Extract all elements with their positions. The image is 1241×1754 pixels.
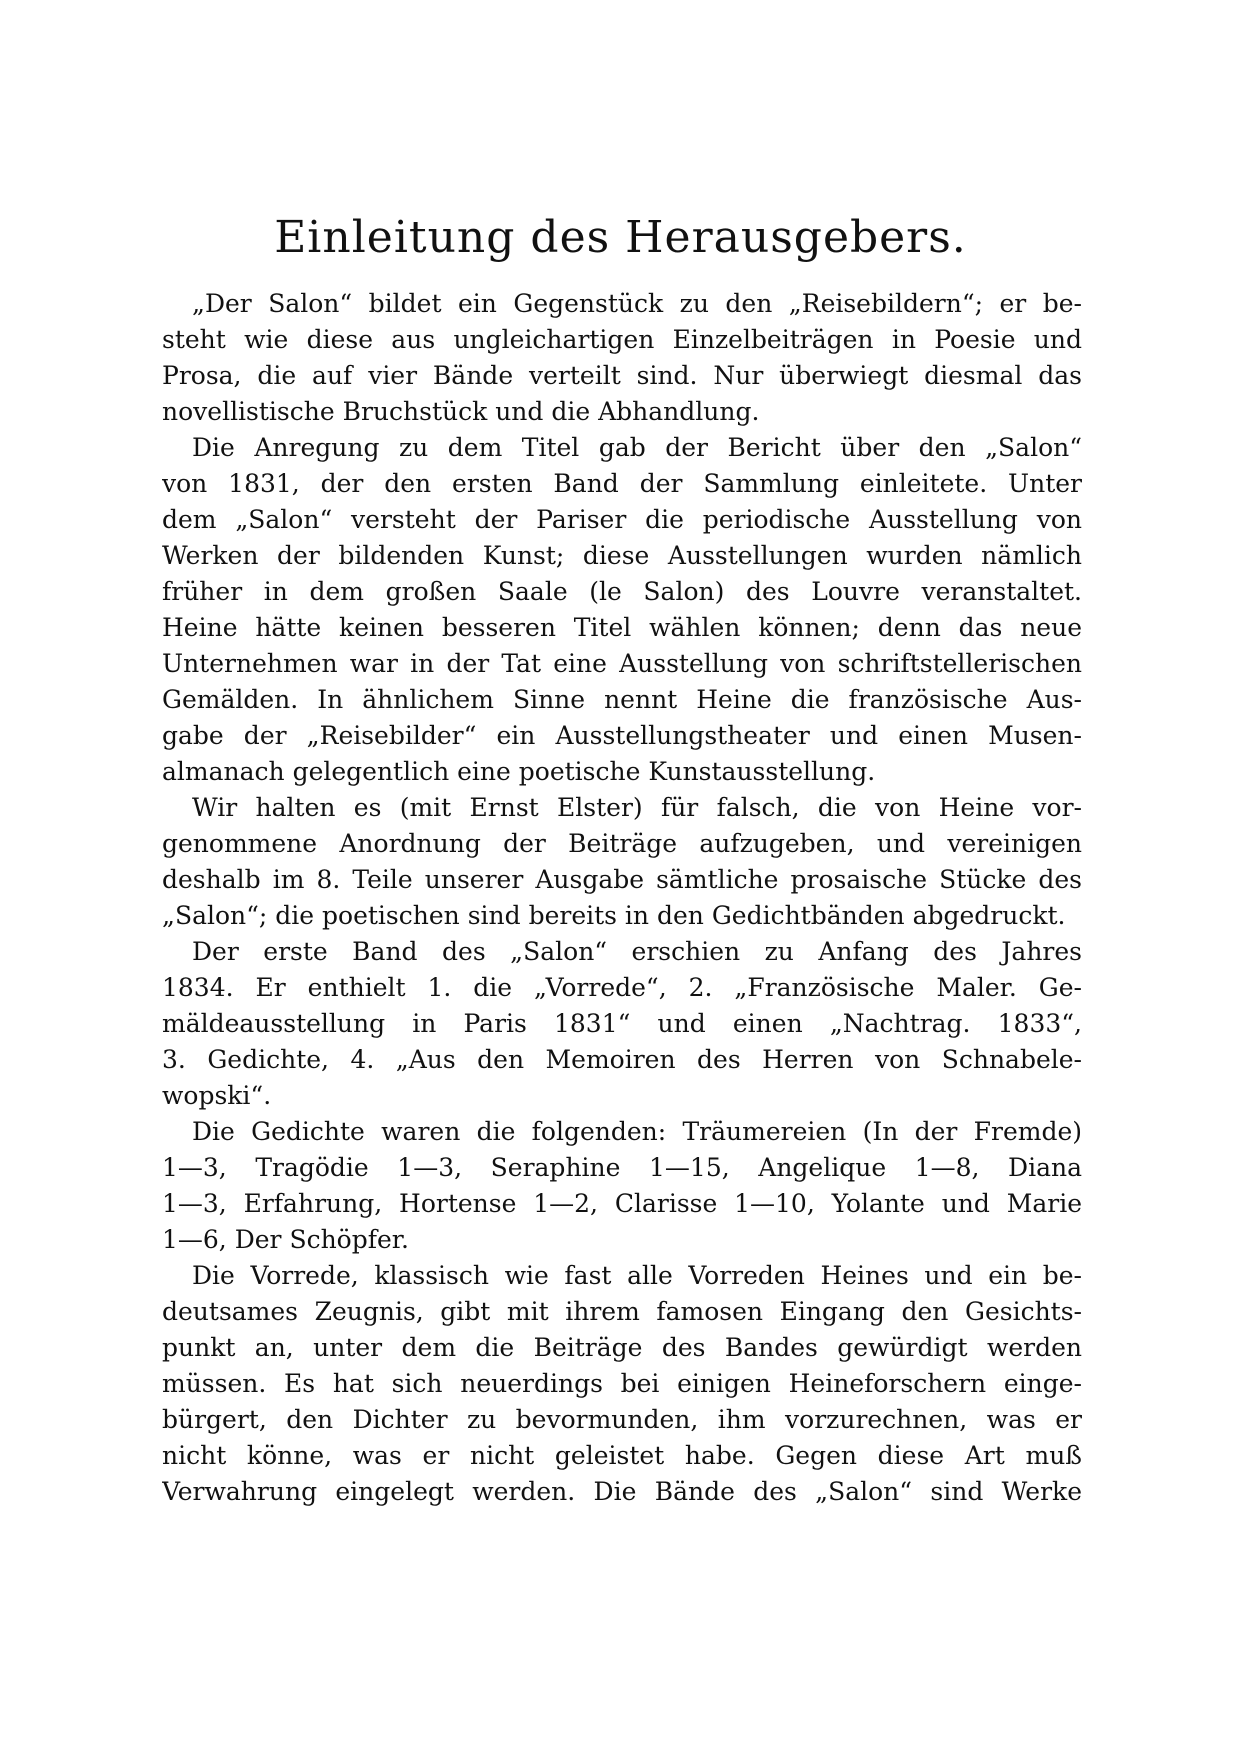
page-title: Einleitung des Herausgebers.	[274, 212, 967, 263]
text-line: Der erste Band des „Salon“ erschien zu Anfang des Jahres	[192, 937, 1082, 966]
text-line: 3. Gedichte, 4. „Aus den Memoiren des Herren von Schnabele-	[162, 1045, 1082, 1074]
text-line: 1834. Er enthielt 1. die „Vorrede“, 2. „Französische Maler. Ge-	[162, 973, 1082, 1002]
text-line: steht wie diese aus ungleichartigen Einzelbeiträgen in Poesie und	[162, 325, 1082, 354]
text-line: bürgert, den Dichter zu bevormunden, ihm vorzurechnen, was er	[162, 1405, 1082, 1434]
text-line: deutsames Zeugnis, gibt mit ihrem famosen Eingang den Gesichts-	[162, 1297, 1082, 1326]
text-line: müssen. Es hat sich neuerdings bei einigen Heineforschern einge-	[162, 1369, 1082, 1398]
body-text	[162, 286, 1082, 1510]
text-line: Verwahrung eingelegt werden. Die Bände des „Salon“ sind Werke	[162, 1477, 1082, 1506]
text-line: Heine hätte keinen besseren Titel wählen können; denn das neue	[162, 613, 1082, 642]
paragraph-4	[162, 934, 1082, 1114]
text-line: punkt an, unter dem die Beiträge des Bandes gewürdigt werden	[162, 1333, 1082, 1362]
text-line: Die Gedichte waren die folgenden: Träumereien (In der Fremde)	[192, 1117, 1082, 1146]
text-line: Wir halten es (mit Ernst Elster) für falsch, die von Heine vor-	[192, 793, 1082, 822]
text-line: von 1831, der den ersten Band der Sammlung einleitete. Unter	[162, 469, 1082, 498]
paragraph-3	[162, 790, 1082, 934]
text-line: Prosa, die auf vier Bände verteilt sind. Nur überwiegt diesmal das	[162, 361, 1082, 390]
paragraph-1	[162, 286, 1082, 430]
text-line: wopski“.	[162, 1081, 272, 1110]
text-line: „Der Salon“ bildet ein Gegenstück zu den „Reisebildern“; er be-	[192, 289, 1082, 318]
text-line: 1—3, Erfahrung, Hortense 1—2, Clarisse 1—10, Yolante und Marie	[162, 1189, 1082, 1218]
text-line: Die Vorrede, klassisch wie fast alle Vorreden Heines und ein be-	[192, 1261, 1082, 1290]
text-line: 1—6, Der Schöpfer.	[162, 1225, 409, 1254]
text-line: dem „Salon“ versteht der Pariser die periodische Ausstellung von	[162, 505, 1082, 534]
text-line: 1—3, Tragödie 1—3, Seraphine 1—15, Angelique 1—8, Diana	[162, 1153, 1082, 1182]
text-line: novellistische Bruchstück und die Abhandlung.	[162, 397, 760, 426]
text-line: Werken der bildenden Kunst; diese Ausstellungen wurden nämlich	[162, 541, 1082, 570]
text-line: Unternehmen war in der Tat eine Ausstellung von schriftstellerischen	[162, 649, 1082, 678]
text-line: Gemälden. In ähnlichem Sinne nennt Heine die französische Aus-	[162, 685, 1082, 714]
text-line: almanach gelegentlich eine poetische Kunstausstellung.	[162, 757, 876, 786]
text-line: mäldeausstellung in Paris 1831“ und einen „Nachtrag. 1833“,	[162, 1009, 1082, 1038]
text-line: nicht könne, was er nicht geleistet habe. Gegen diese Art muß	[162, 1441, 1082, 1470]
text-line: Die Anregung zu dem Titel gab der Bericht über den „Salon“	[192, 433, 1082, 462]
text-line: „Salon“; die poetischen sind bereits in den Gedichtbänden abgedruckt.	[162, 901, 1066, 930]
text-line: genommene Anordnung der Beiträge aufzugeben, und vereinigen	[162, 829, 1082, 858]
text-line: früher in dem großen Saale (le Salon) des Louvre veranstaltet.	[162, 577, 1082, 606]
text-line: deshalb im 8. Teile unserer Ausgabe sämtliche prosaische Stücke des	[162, 865, 1082, 894]
paragraph-6	[162, 1258, 1082, 1510]
text-line: gabe der „Reisebilder“ ein Ausstellungstheater und einen Musen-	[162, 721, 1082, 750]
paragraph-2	[162, 430, 1082, 790]
paragraph-5	[162, 1114, 1082, 1258]
